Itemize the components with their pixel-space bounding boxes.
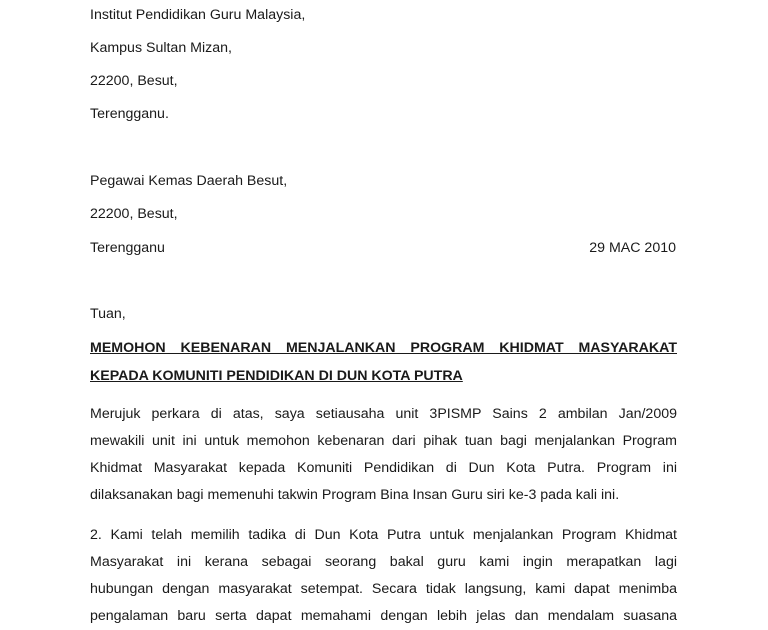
- sender-address-line-1: Institut Pendidikan Guru Malaysia,: [90, 7, 306, 23]
- subject-line-2: KEPADA KOMUNITI PENDIDIKAN DI DUN KOTA PUTRA: [90, 368, 463, 384]
- sender-address-line-3: 22200, Besut,: [90, 73, 178, 89]
- paragraph-2-line-2: Masyarakat ini kerana sebagai seorang bakal guru kami ingin merapatkan lagi: [90, 554, 677, 570]
- paragraph-1-line-3: Khidmat Masyarakat kepada Komuniti Pendidikan di Dun Kota Putra. Program ini: [90, 460, 677, 476]
- paragraph-2-line-3: hubungan dengan masyarakat setempat. Secara tidak langsung, kami dapat menimba: [90, 581, 677, 597]
- salutation: Tuan,: [90, 306, 126, 322]
- paragraph-1-line-1: Merujuk perkara di atas, saya setiausaha unit 3PISMP Sains 2 ambilan Jan/2009: [90, 406, 677, 422]
- paragraph-2-line-1: 2. Kami telah memilih tadika di Dun Kota Putra untuk menjalankan Program Khidmat: [90, 527, 677, 543]
- subject-line-1: MEMOHON KEBENARAN MENJALANKAN PROGRAM KHIDMAT MASYARAKAT: [90, 340, 677, 356]
- sender-address-line-2: Kampus Sultan Mizan,: [90, 40, 232, 56]
- recipient-address-line-3: Terengganu: [90, 240, 165, 256]
- sender-address-line-4: Terengganu.: [90, 106, 169, 122]
- paragraph-1-line-4: dilaksanakan bagi memenuhi takwin Program Bina Insan Guru siri ke-3 pada kali ini.: [90, 487, 620, 503]
- paragraph-1-line-2: mewakili unit ini untuk memohon kebenaran dari pihak tuan bagi menjalankan Program: [90, 433, 677, 449]
- recipient-address-line-2: 22200, Besut,: [90, 206, 178, 222]
- paragraph-2-line-4: pengalaman baru serta dapat memahami dengan lebih jelas dan mendalam suasana: [90, 608, 677, 624]
- recipient-address-line-1: Pegawai Kemas Daerah Besut,: [90, 173, 288, 189]
- letter-date: 29 MAC 2010: [589, 240, 676, 256]
